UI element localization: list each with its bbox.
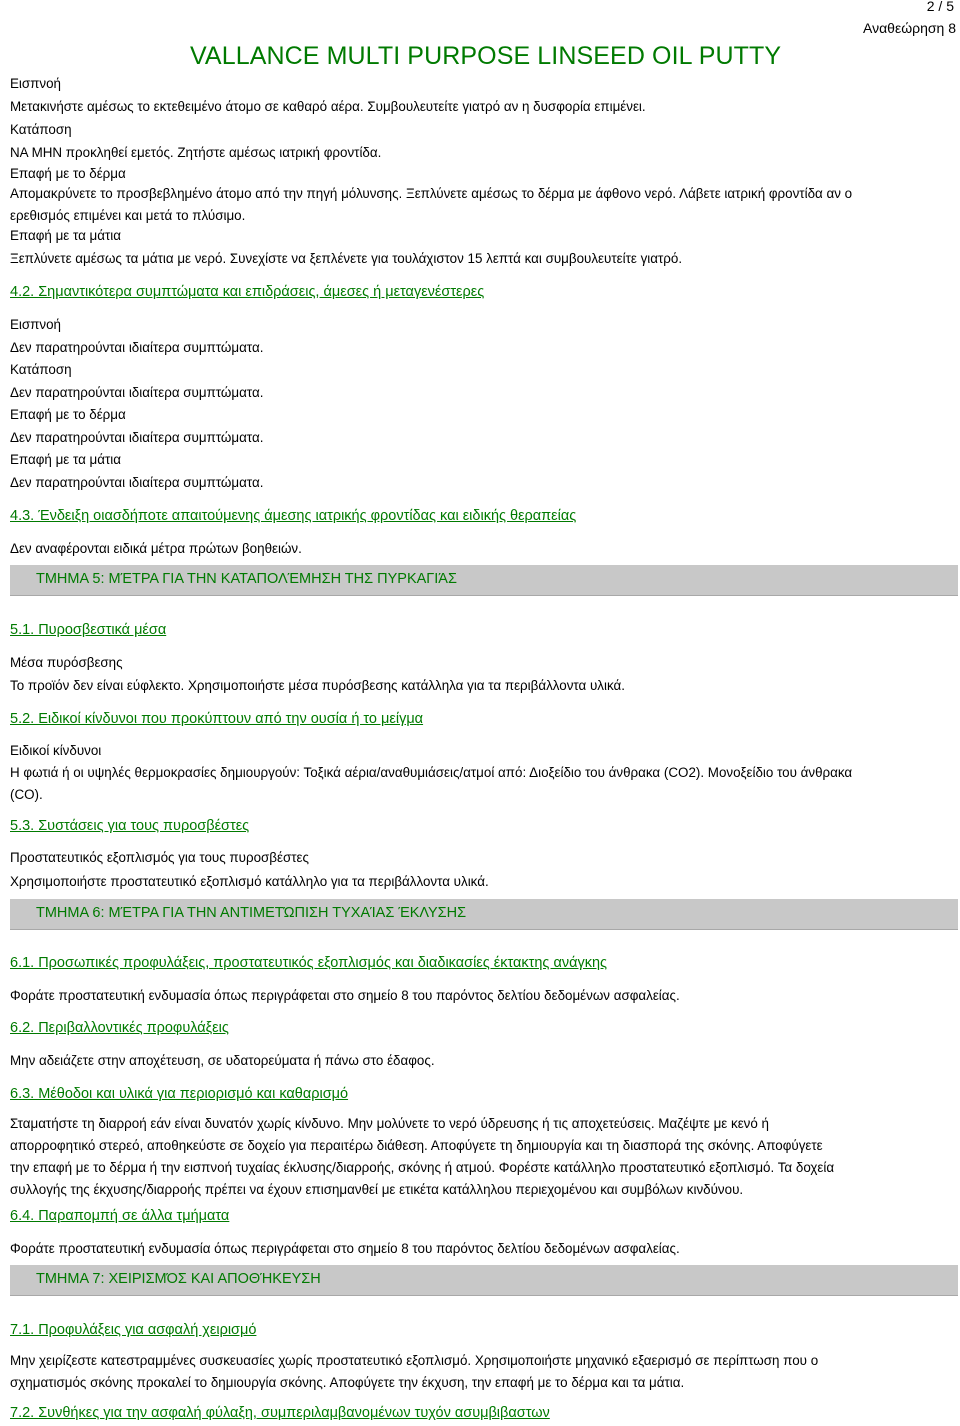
subsection-6-4-heading: 6.4. Παραπομπή σε άλλα τμήματα <box>10 1208 230 1224</box>
subsection-6-1-heading: 6.1. Προσωπικές προφυλάξεις, προστατευτικός εξοπλισμός και διαδικασίες έκτακτης ανάγκης <box>10 955 608 971</box>
s6-1-text: Φοράτε προστατευτική ενδυμασία όπως περιγράφεται στο σημείο 8 του παρόντος δελτίου δεδομένων ασφαλείας. <box>10 988 680 1003</box>
eye-contact-label: Επαφή με τα μάτια <box>10 228 122 243</box>
subsection-4-2-heading: 4.2. Σημαντικότερα συμπτώματα και επιδράσεις, άμεσες ή μεταγενέστερες <box>10 284 485 300</box>
section-7-banner <box>10 1265 958 1296</box>
s4-2-eyes-text: Δεν παρατηρούνται ιδιαίτερα συμπτώματα. <box>10 475 264 490</box>
s5-3-text: Χρησιμοποιήστε προστατευτικό εξοπλισμό κατάλληλο για τα περιβάλλοντα υλικά. <box>10 874 489 889</box>
s7-1-text: Μην χειρίζεστε κατεστραμμένες συσκευασίες χωρίς προστατευτικό εξοπλισμό. Χρησιμοποιήστε μηχανικό εξαερισμό σε περίπτωση που ο σχηματισμός σκόνης προκαλεί το δημιουργία σκόνης. Αποφύγετε την έκχυση, την επαφή με το δέρμα και τα μάτια. <box>10 1353 819 1390</box>
eye-contact-text: Ξεπλύνετε αμέσως τα μάτια με νερό. Συνεχίστε να ξεπλένετε για τουλάχιστον 15 λεπτά και συμβουλευτείτε γιατρό. <box>10 251 683 266</box>
s6-3-text: Σταματήστε τη διαρροή εάν είναι δυνατόν χωρίς κίνδυνο. Μην μολύνετε το νερό ύδρευσης ή τις αποχετεύσεις. Μαζέψτε με κενό ή απορροφητικό στερεό, αποθηκεύστε σε δοχείο για περαιτέρω διάθεση. Αποφύγετε τη δημιουργία και τη διασπορά της σκόνης. Αποφύγετε την επαφή με το δέρμα ή την εισπνοή τυχαίας έκλυσης/διαρροής, σκόνης ή ατμού. Φορέστε κατάλληλο προστατευτικό εξοπλισμό. Τα δοχεία συλλογής της έκχυσης/διαρροής πρέπει να έχουν επισημανθεί με ετικέτα κατάλληλου περιεχομένου και συμβόλων κινδύνου. <box>10 1116 835 1197</box>
s5-2-text: Η φωτιά ή οι υψηλές θερμοκρασίες δημιουργούν: Τοξικά αέρια/αναθυμιάσεις/ατμοί από: Διοξείδιο του άνθρακα (CO2). Μονοξείδιο του άνθρακα (CO). <box>10 765 853 802</box>
s5-1-label: Μέσα πυρόσβεσης <box>10 655 123 670</box>
subsection-5-2-heading: 5.2. Ειδικοί κίνδυνοι που προκύπτουν από την ουσία ή το μείγμα <box>10 711 424 727</box>
s5-1-text: Το προϊόν δεν είναι εύφλεκτο. Χρησιμοποιήστε μέσα πυρόσβεσης κατάλληλα για τα περιβάλλοντα υλικά. <box>10 678 625 693</box>
s4-2-skin-text: Δεν παρατηρούνται ιδιαίτερα συμπτώματα. <box>10 430 264 445</box>
s4-2-inhalation-label: Εισπνοή <box>10 317 61 332</box>
skin-contact-label: Επαφή με το δέρμα <box>10 166 126 181</box>
section-5-title: ΤΜΗΜΑ 5: ΜΈΤΡΑ ΓΙΑ ΤΗΝ ΚΑΤΑΠΟΛΈΜΗΣΗ ΤΗΣ ΠΥΡΚΑΓΙΆΣ <box>36 571 457 587</box>
subsection-6-2-heading: 6.2. Περιβαλλοντικές προφυλάξεις <box>10 1020 229 1036</box>
inhalation-label: Εισπνοή <box>10 76 61 91</box>
page-number: 2 / 5 <box>926 0 954 14</box>
section-6-title: ΤΜΗΜΑ 6: ΜΈΤΡΑ ΓΙΑ ΤΗΝ ΑΝΤΙΜΕΤΏΠΙΣΗ ΤΥΧΑΊΑΣ ΈΚΛΥΣΗΣ <box>36 905 467 921</box>
subsection-7-2-heading: 7.2. Συνθήκες για την ασφαλή φύλαξη, συμπεριλαμβανομένων τυχόν ασυμβιβαστων <box>10 1405 550 1421</box>
s4-2-eyes-label: Επαφή με τα μάτια <box>10 452 122 467</box>
inhalation-text: Μετακινήστε αμέσως το εκτεθειμένο άτομο σε καθαρό αέρα. Συμβουλευτείτε γιατρό αν η δυσφορία επιμένει. <box>10 99 646 114</box>
subsection-6-3-heading: 6.3. Μέθοδοι και υλικά για περιορισμό και καθαρισμό <box>10 1086 349 1102</box>
skin-contact-text: Απομακρύνετε το προσβεβλημένο άτομο από την πηγή μόλυνσης. Ξεπλύνετε αμέσως το δέρμα με άφθονο νερό. Λάβετε ιατρική φροντίδα αν ο ερεθισμός επιμένει και μετά το πλύσιμο. <box>10 186 853 223</box>
ingestion-text: ΝΑ ΜΗΝ προκληθεί εμετός. Ζητήστε αμέσως ιατρική φροντίδα. <box>10 145 382 160</box>
document-title: VALLANCE MULTI PURPOSE LINSEED OIL PUTTY <box>190 42 782 70</box>
subsection-4-3-heading: 4.3. Ένδειξη οιασδήποτε απαιτούμενης άμεσης ιατρικής φροντίδας και ειδικής θεραπείας <box>10 508 577 524</box>
s4-2-ingestion-text: Δεν παρατηρούνται ιδιαίτερα συμπτώματα. <box>10 385 264 400</box>
revision-label: Αναθεώρηση 8 <box>863 20 956 36</box>
subsection-7-1-heading: 7.1. Προφυλάξεις για ασφαλή χειρισμό <box>10 1322 257 1338</box>
s4-3-text: Δεν αναφέρονται ειδικά μέτρα πρώτων βοηθειών. <box>10 541 302 556</box>
s4-2-ingestion-label: Κατάποση <box>10 362 72 377</box>
ingestion-label: Κατάποση <box>10 122 72 137</box>
s6-4-text: Φοράτε προστατευτική ενδυμασία όπως περιγράφεται στο σημείο 8 του παρόντος δελτίου δεδομένων ασφαλείας. <box>10 1241 680 1256</box>
s6-2-text: Μην αδειάζετε στην αποχέτευση, σε υδατορεύματα ή πάνω στο έδαφος. <box>10 1053 435 1068</box>
s4-2-inhalation-text: Δεν παρατηρούνται ιδιαίτερα συμπτώματα. <box>10 340 264 355</box>
section-7-title: ΤΜΗΜΑ 7: ΧΕΙΡΙΣΜΌΣ ΚΑΙ ΑΠΟΘΉΚΕΥΣΗ <box>36 1271 321 1287</box>
section-6-banner <box>10 899 958 930</box>
s4-2-skin-label: Επαφή με το δέρμα <box>10 407 126 422</box>
subsection-5-3-heading: 5.3. Συστάσεις για τους πυροσβέστες <box>10 818 250 834</box>
s5-2-label: Ειδικοί κίνδυνοι <box>10 743 102 758</box>
subsection-5-1-heading: 5.1. Πυροσβεστικά μέσα <box>10 622 167 638</box>
section-5-banner <box>10 565 958 596</box>
s5-3-label: Προστατευτικός εξοπλισμός για τους πυροσβέστες <box>10 850 309 865</box>
